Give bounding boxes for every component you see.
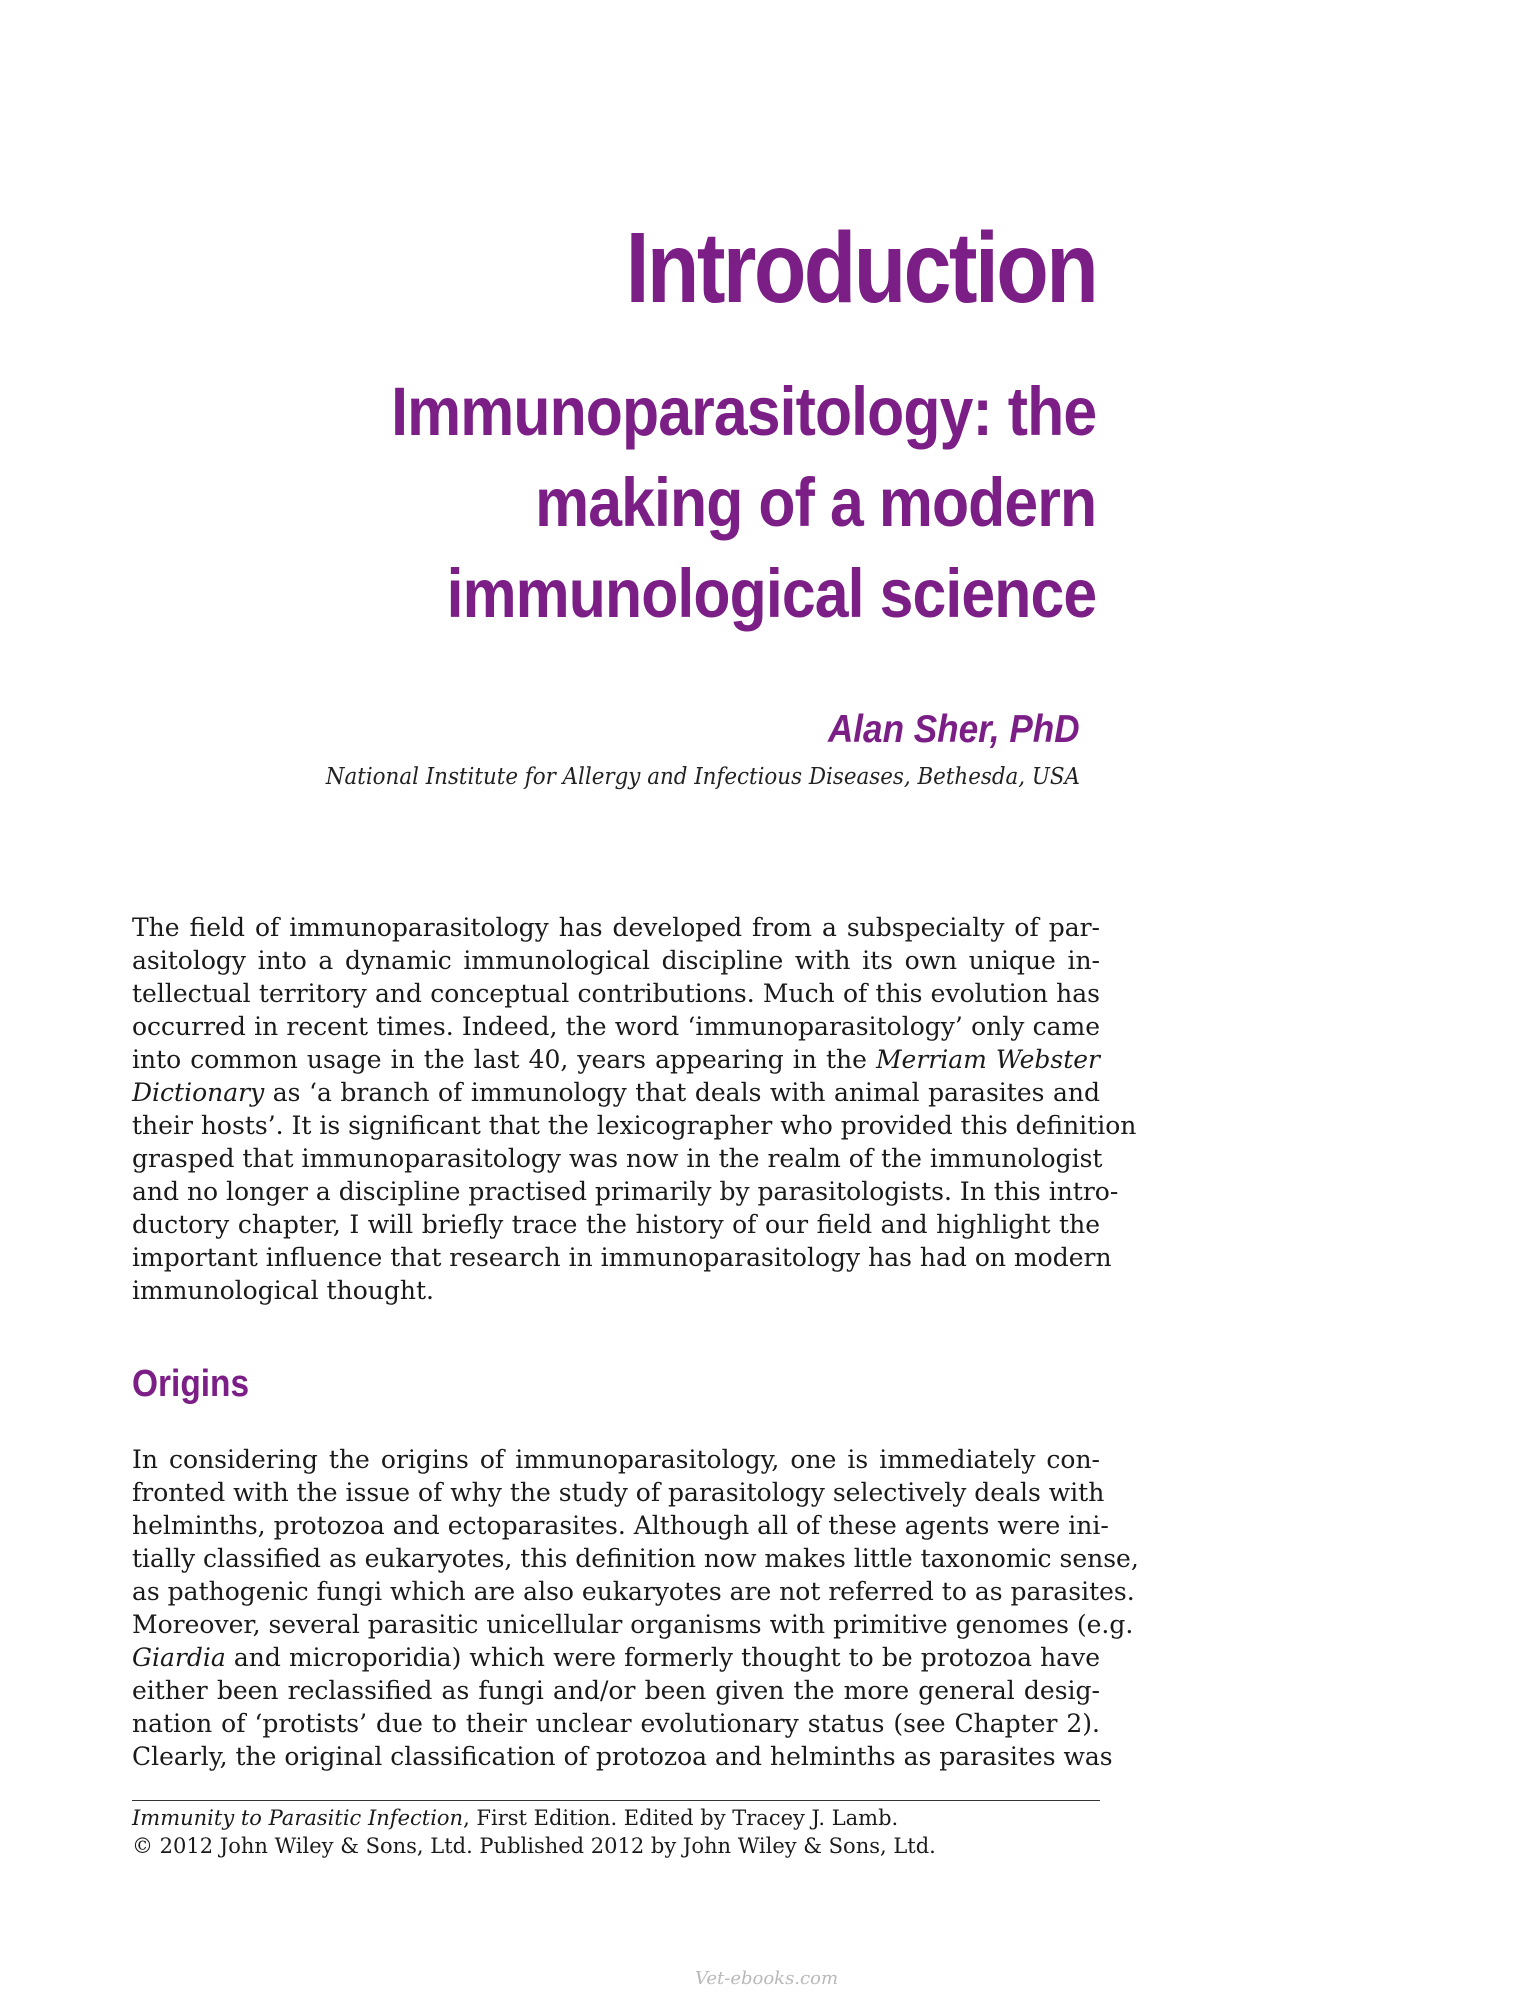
paragraph-line: fronted with the issue of why the study of parasitology selectively deals with [132,1478,1105,1507]
paragraph-line: tellectual territory and conceptual contributions. Much of this evolution has [132,979,1100,1008]
chapter-subtitle [391,366,1096,639]
paragraph-line [132,1076,1100,1109]
book-title: Immunity to Parasitic Infection [132,1806,464,1830]
chapter-subtitle-line: making of a modern [534,464,1096,541]
paragraph-line: asitology into a dynamic immunological discipline with its own unique in- [132,946,1100,975]
section-heading-origins: Origins [132,1363,250,1405]
footnote-divider [132,1800,1100,1801]
paragraph-line: Moreover, several parasitic unicellular organisms with primitive genomes (e.g. [132,1610,1134,1639]
chapter-subtitle-line: immunological science [446,555,1097,632]
copyright-notice: © 2012 John Wiley & Sons, Ltd. Published 2012 by John Wiley & Sons, Ltd. [132,1834,936,1858]
paragraph-line: helminths, protozoa and ectoparasites. Although all of these agents were ini- [132,1511,1109,1540]
paragraph-line: important influence that research in immunoparasitology has had on modern [132,1243,1112,1272]
dictionary-title-italic: Dictionary [132,1078,265,1107]
paragraph-line: tially classified as eukaryotes, this definition now makes little taxonomic sense, [132,1544,1139,1573]
dictionary-title-italic: Merriam Webster [875,1045,1100,1074]
paragraph-line: grasped that immunoparasitology was now in the realm of the immunologist [132,1144,1103,1173]
paragraph-line: The field of immunoparasitology has developed from a subspecialty of par- [132,913,1100,942]
paragraph-line: immunological thought. [132,1276,434,1305]
edition-text: , First Edition. Edited by Tracey J. Lamb. [463,1806,899,1830]
paragraph-line: either been reclassified as fungi and/or been given the more general desig- [132,1676,1100,1705]
paragraph-line: as pathogenic fungi which are also eukaryotes are not referred to as parasites. [132,1577,1135,1606]
genus-name-italic: Giardia [132,1643,226,1672]
chapter-subtitle-line: Immunoparasitology: the [390,373,1096,450]
paragraph-line [132,1641,1100,1674]
author-affiliation: National Institute for Allergy and Infectious Diseases, Bethesda, USA [325,764,1080,790]
paragraph-line: their hosts’. It is significant that the lexicographer who provided this definition [132,1111,1137,1140]
author-name: Alan Sher, PhD [828,708,1080,751]
paragraph-line [132,1043,1100,1076]
footnote-citation [132,1804,1100,1832]
watermark-logo: Vet-ebooks.com [695,1968,839,1989]
paragraph-line: In considering the origins of immunoparasitology, one is immediately con- [132,1445,1100,1474]
intro-paragraph [132,911,1137,1307]
line-text: and microporidia) which were formerly thought to be protozoa have [233,1643,1100,1672]
paragraph-line: nation of ‘protists’ due to their unclear evolutionary status (see Chapter 2). [132,1709,1100,1738]
paragraph-line: Clearly, the original classification of protozoa and helminths as parasites was [132,1742,1113,1771]
chapter-title: Introduction [625,212,1096,324]
paragraph-line: occurred in recent times. Indeed, the word ‘immunoparasitology’ only came [132,1012,1100,1041]
paragraph-line: ductory chapter, I will briefly trace the history of our field and highlight the [132,1210,1100,1239]
footnote [132,1804,1100,1860]
line-text: into common usage in the last 40, years appearing in the [132,1045,867,1074]
line-text: as ‘a branch of immunology that deals with animal parasites and [272,1078,1100,1107]
paragraph-line: and no longer a discipline practised primarily by parasitologists. In this intro- [132,1177,1119,1206]
origins-paragraph [132,1443,1139,1773]
